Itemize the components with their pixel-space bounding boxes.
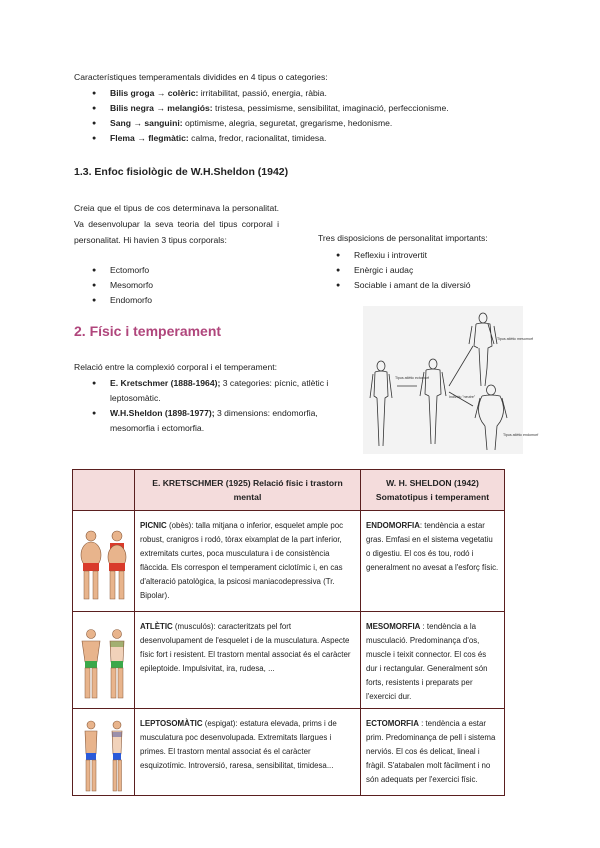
list-item: ● Ectomorfo <box>92 263 153 278</box>
leptosomatic-man <box>85 721 97 791</box>
section-2-title: 2. Físic i temperament <box>74 323 222 339</box>
list-item: ● Bilis negra → melangiós: tristesa, pessimisme, sensibilitat, imaginació, perfeccionisme. <box>92 101 449 116</box>
section-13-title: 1.3. Enfoc fisiològic de W.H.Sheldon (1942) <box>74 166 289 178</box>
list-item: ● Bilis groga → colèric: irritabilitat, passió, energia, ràbia. <box>92 86 449 101</box>
atletic-description: ATLÈTIC (musculós): caracteritzats pel fort desenvolupament de l'esquelet i de la musculatura. Aspecte físic fort i resistent. El trastorn mental associat és el caràcter epileptoide. Impulsivitat, ira, rudesa, ... <box>135 612 361 709</box>
dispositions-label: Tres disposicions de personalitat importants: <box>318 233 488 243</box>
comparison-table <box>72 469 505 796</box>
picnic-figures <box>73 511 135 612</box>
body-types-list <box>92 263 153 308</box>
somatotype-figure <box>363 306 539 454</box>
header-sheldon: W. H. SHELDON (1942) Somatotipus i temperament <box>361 470 505 511</box>
ectomorfia-description: ECTOMORFIA : tendència a estar prim. Predominança de pell i sistema nerviós. El cos és delicat, lineal i fràgil. S'atabalen molt fàcilment i no són adequats per l'exercici físic. <box>361 709 505 796</box>
leptosomatic-illustration <box>77 718 131 794</box>
picnic-illustration <box>77 527 131 603</box>
atletic-illustration <box>77 626 131 702</box>
list-item: ● Reflexiu i introvertit <box>336 248 471 263</box>
endomorfia-description: ENDOMORFIA: tendència a estar gras. Emfasi en el sistema vegetatiu o digestiu. El cos és tou, rodó i generalment no avesat a l'esforç físic. <box>361 511 505 612</box>
mesomorfia-description: MESOMORFIA : tendència a la musculació. Predominança d'os, muscle i teixit connector. El cos és dur i rectangular. Generalment són forts, resistents i preparats per l'exercici dur. <box>361 612 505 709</box>
label-ectomorph: Tipus atlètic ectomorf <box>395 376 430 380</box>
list-item: ● Sang → sanguini: optimisme, alegria, seguretat, gregarisme, hedonisme. <box>92 116 449 131</box>
list-item: ● Flema → flegmàtic: calma, fredor, racionalitat, timidesa. <box>92 131 449 146</box>
list-item: ● E. Kretschmer (1888-1964); 3 categories: pícnic, atlètic i leptosomàtic. <box>92 376 362 406</box>
table-row <box>73 709 505 796</box>
picnic-man <box>81 531 101 599</box>
relacio-list <box>92 376 362 436</box>
atletic-figures <box>73 612 135 709</box>
humors-intro: Característiques temperamentals dividides en 4 tipus o categories: <box>74 72 328 82</box>
table-row <box>73 511 505 612</box>
list-item: ● Enèrgic i audaç <box>336 263 471 278</box>
label-neutral: Individu "neutre" <box>449 395 476 399</box>
header-kretschmer: E. KRETSCHMER (1925) Relació físic i trastorn mental <box>135 470 361 511</box>
label-endomorph: Tipus atlètic endomorf <box>503 433 539 437</box>
humors-list <box>92 86 449 146</box>
leptosomatic-description: LEPTOSOMÀTIC (espigat): estatura elevada, prims i de musculatura poc desenvolupada. Extremitats llargues i primes. El trastorn mental associat és el caràcter esquizotímic. Introversió, raresa, sensibilitat, timidesa... <box>135 709 361 796</box>
dispositions-list <box>336 248 471 293</box>
leptosomatic-woman <box>112 721 122 791</box>
header-image-cell <box>73 470 135 511</box>
atletic-woman <box>110 630 124 699</box>
sheldon-paragraph: Creia que el tipus de cos determinava la personalitat. Va desenvolupar la seva teoria del tipus corporal i personalitat. Hi havien 3 tipus corporals: <box>74 203 279 245</box>
list-item: ● Mesomorfo <box>92 278 153 293</box>
relacio-intro: Relació entre la complexió corporal i el temperament: <box>74 362 278 372</box>
list-item: ● Sociable i amant de la diversió <box>336 278 471 293</box>
table-header-row <box>73 470 505 511</box>
atletic-man <box>82 630 100 699</box>
table-row <box>73 612 505 709</box>
list-item: ● Endomorfo <box>92 293 153 308</box>
label-mesomorph: Tipus atlètic mesomorf <box>497 337 534 341</box>
list-item: ● W.H.Sheldon (1898-1977); 3 dimensions: endomorfia, mesomorfia i ectomorfia. <box>92 406 362 436</box>
picnic-description: PICNIC (obès): talla mitjana o inferior, esquelet ample poc robust, cranigros i rodó, tòrax eixamplat de la part inferior, extremitats curtes, poca musculatura i de consistència flàccida. Els correspon el temperament ciclotímic i, en cas d'alteració patològica, la psicosi maniacodepressiva (Tr. Bipolar). <box>135 511 361 612</box>
leptosomatic-figures <box>73 709 135 796</box>
picnic-woman <box>108 531 126 599</box>
